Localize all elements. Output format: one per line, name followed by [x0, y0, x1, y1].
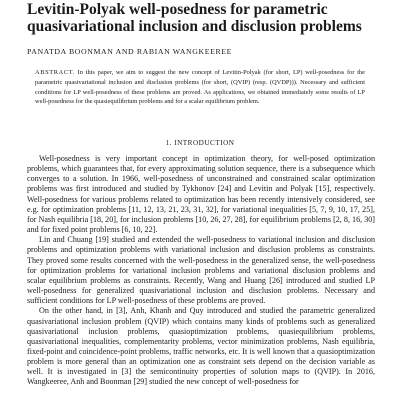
paper-authors: PANATDA BOONMAN AND RABIAN WANGKEEREE: [27, 47, 233, 56]
paragraph: Well-posedness is very important concept in optimization theory, for well-posed optimization problems, which guarantees that, for every approximating solution sequence, there is a subsequence which converges to a solution. In 1966, well-posedness of unconstrained and constrained scalar optimization problems was first introduced and studied by Tykhonov [24] and Levitin and Polyak [15], respectively. Well-posedness for various problems related to optimization has been recently intensively considered, see e.g. for optimization problems [11, 12, 13, 21, 23, 31, 32], for variational inequalities [5, 7, 9, 10, 17, 25], for Nash equilibria [18, 20], for inclusion problems [10, 26, 27, 28], for equilibrium problems [2, 8, 16, 30] and for fixed point problems [6, 10, 22].: [27, 154, 375, 235]
body-text: [27, 154, 375, 388]
section-heading: [0, 138, 400, 148]
paragraph: On the other hand, in [3], Anh, Khanh and Quy introduced and studied the parametric generalized quasivariational inclusion problem (QVIP) which contains many kinds of problems such as generalized quasivariational inclusion problems, quasioptimization problems, quasiequilibrium problems, quasivariational inequalities, complementarity problems, vector minimization problems, Nash equilibria, fixed-point and coincidence-point problems, traffic networks, etc. It is well known that a quasioptimization problem is more general than an optimization one as constraint sets depend on the decision variable as well. It is investigated in [3] the semicontinuity properties of solution maps to (QVIP). In 2016, Wangkeeree, Anh and Boonman [29] studied the new concept of well-posedness for: [27, 306, 375, 387]
abstract-label: ABSTRACT.: [35, 69, 75, 76]
abstract-text: In this paper, we aim to suggest the new concept of Levitin-Polyak (for short, LP) well-posedness for the parametric quasivariational inclusion and disclusion problems (for short, (QVIP) (resp. (QVDP))). Necessary and sufficient conditions for LP well-posedness of these problems are proved. As applications, we obtained immediately some results of LP well-posedness for the quasiequilibrium problems and for a scalar equilibrium problem.: [35, 69, 365, 106]
section-title: INTRODUCTION: [174, 139, 235, 147]
abstract: [35, 68, 365, 107]
paper-title: Levitin-Polyak well-posedness for parametric quasivariational inclusion and disclusion problems: [27, 1, 362, 35]
paragraph: Lin and Chuang [19] studied and extended the well-posedness to variational inclusion and disclusion problems and optimization problems with variational inclusion and disclusion problems as constraints. They proved some results concerned with the well-posedness in the generalized sense, the well-posedness for optimization problems for variational inclusion problems and variational disclusion problems and scalar equilibrium problems as constraints. Recently, Wang and Huang [26] introduced and studied LP well-posedness for generalized quasivariational inclusion and disclusion problems. Necessary and sufficient conditions for LP well-posedness of these problems are proved.: [27, 235, 375, 306]
section-number: 1.: [165, 139, 172, 147]
